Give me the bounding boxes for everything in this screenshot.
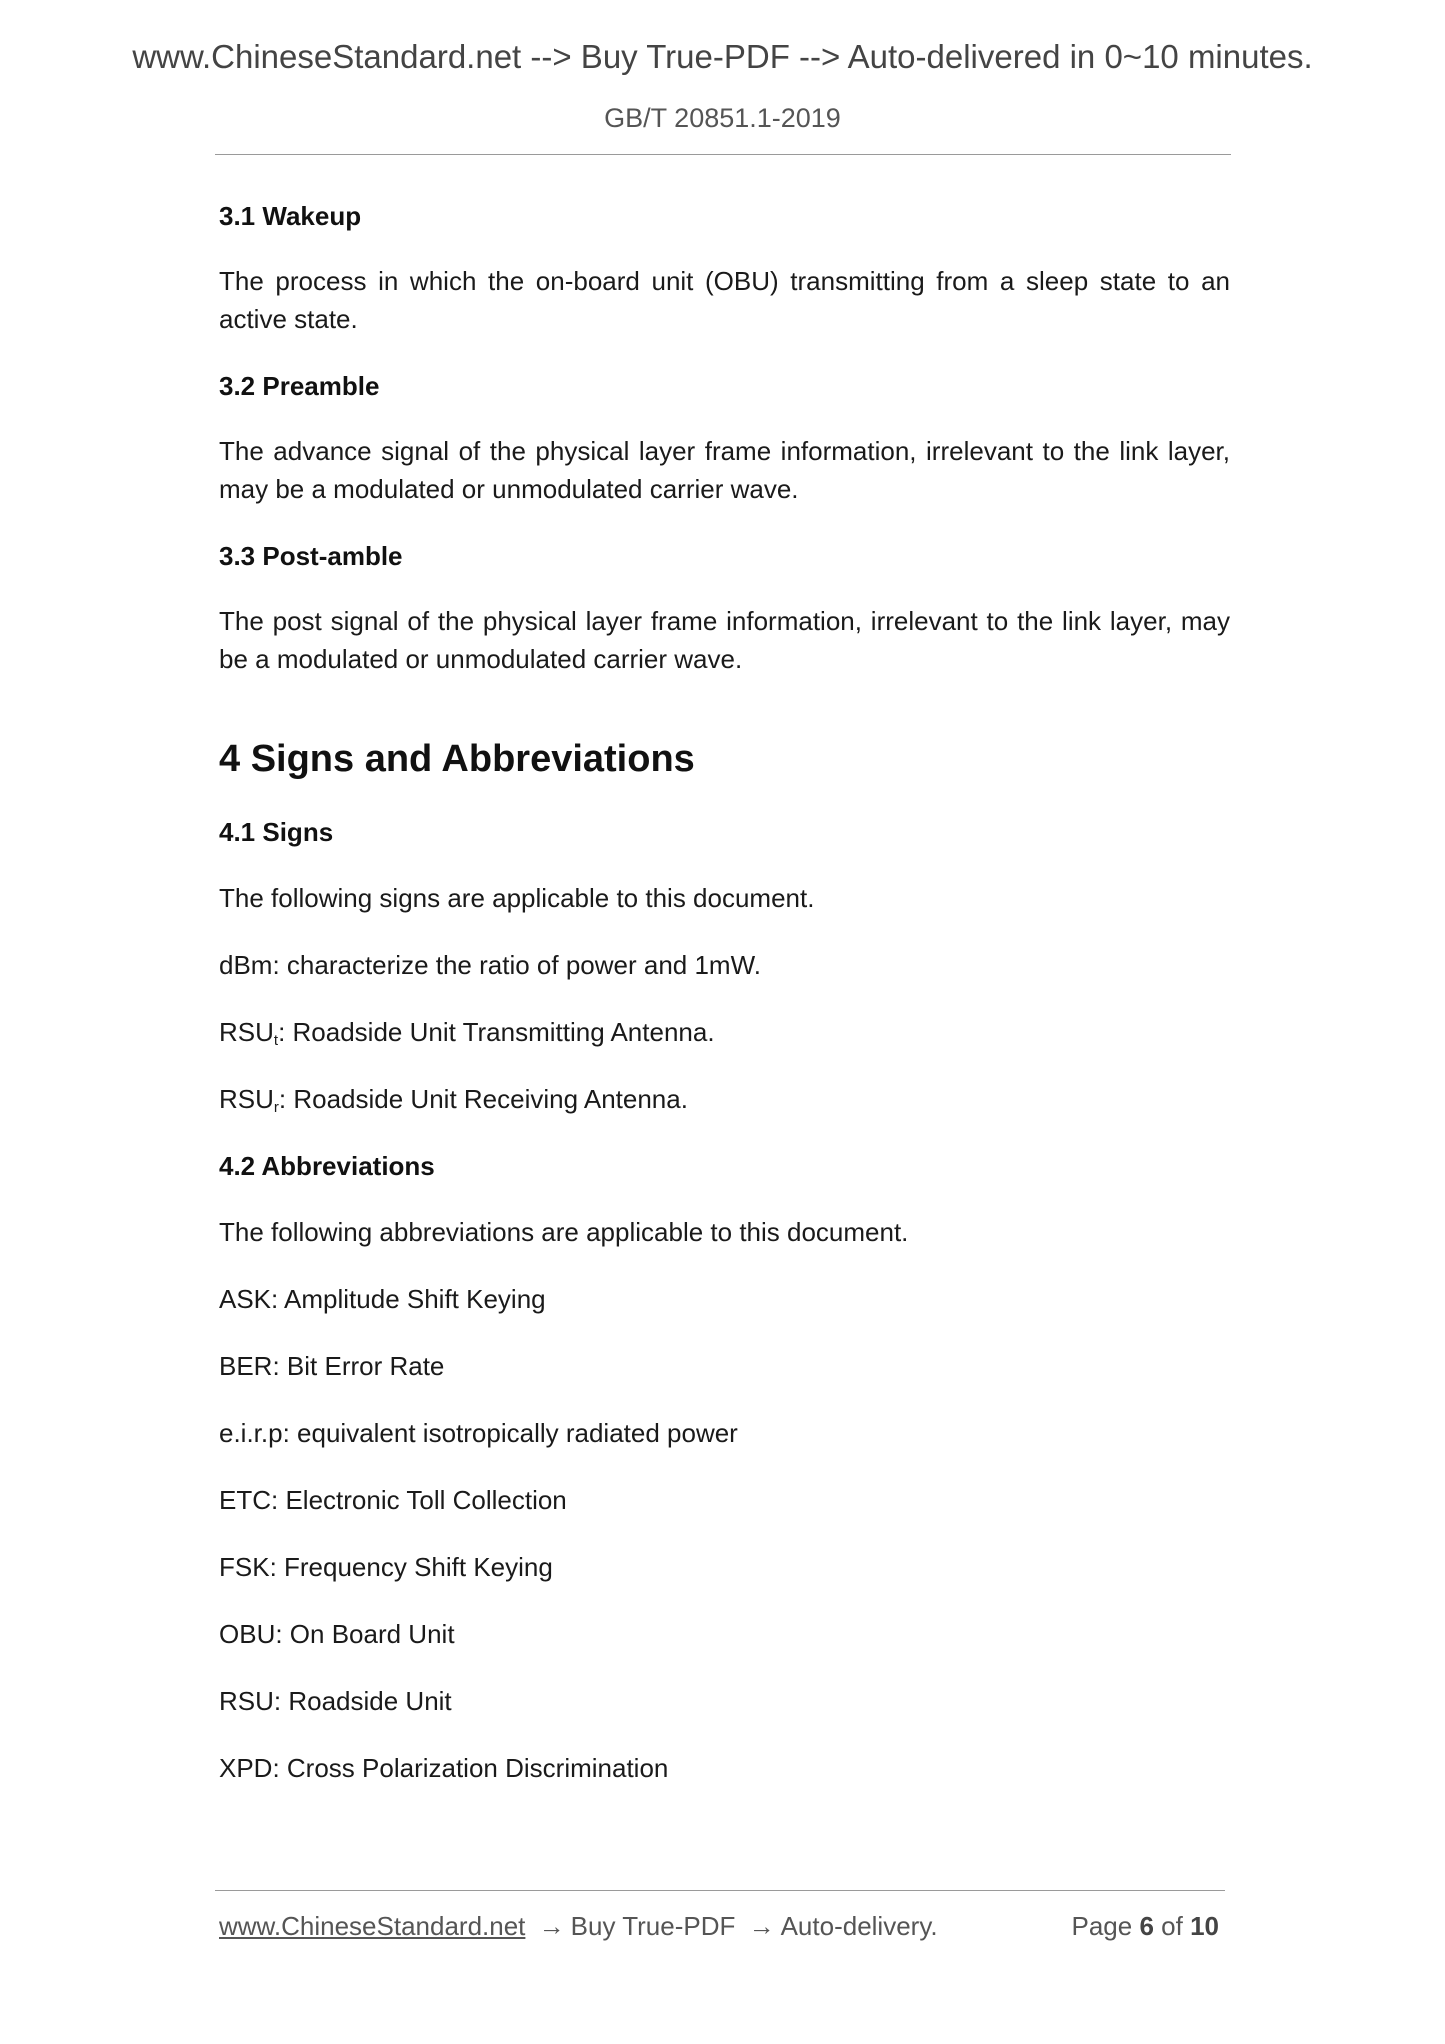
top-banner: www.ChineseStandard.net --> Buy True-PDF --> Auto-delivered in 0~10 minutes. [132,38,1313,75]
signs-intro: The following signs are applicable to this document. [219,883,815,913]
abbreviation-obu: OBU: On Board Unit [219,1619,455,1649]
paragraph-3-2: The advance signal of the physical layer frame information, irrelevant to the link layer, may be a modulated or unmodulated carrier wave. [219,436,1230,504]
sign-rsut-base: RSU [219,1017,274,1047]
footer-buy-text: Buy True-PDF [570,1911,736,1941]
sign-rsur [219,1079,1230,1119]
heading-3-1: 3.1 Wakeup [219,201,362,231]
footer-site-link[interactable]: www.ChineseStandard.net [219,1911,526,1941]
page-word: Page [1071,1911,1133,1941]
abbreviation-ber: BER: Bit Error Rate [219,1351,445,1381]
abbreviations-intro: The following abbreviations are applicable to this document. [219,1217,909,1247]
sign-rsut-subscript: t [273,1032,279,1049]
document-code: GB/T 20851.1-2019 [604,103,841,133]
abbreviation-xpd: XPD: Cross Polarization Discrimination [219,1753,669,1783]
sign-rsur-base: RSU [219,1084,274,1114]
arrow-right-icon: → [538,1911,565,1941]
heading-3-3: 3.3 Post-amble [219,541,403,571]
heading-4-1: 4.1 Signs [219,817,334,847]
arrow-right-icon: → [748,1911,775,1941]
sign-dbm: dBm: characterize the ratio of power and 1mW. [219,950,761,980]
sign-rsur-desc: : Roadside Unit Receiving Antenna. [278,1084,688,1114]
footer-divider [215,1890,1225,1891]
footer-delivery-text: Auto-delivery. [780,1911,938,1941]
abbreviation-fsk: FSK: Frequency Shift Keying [219,1552,553,1582]
paragraph-3-3: The post signal of the physical layer frame information, irrelevant to the link layer, may be a modulated or unmodulated carrier wave. [219,606,1230,674]
page-number: 6 [1139,1911,1154,1941]
page-indicator [1071,1908,1219,1944]
sign-rsut-desc: : Roadside Unit Transmitting Antenna. [278,1017,715,1047]
header-divider [215,154,1231,155]
abbreviation-eirp: e.i.r.p: equivalent isotropically radiated power [219,1418,738,1448]
abbreviation-rsu: RSU: Roadside Unit [219,1686,452,1716]
abbreviation-ask: ASK: Amplitude Shift Keying [219,1284,546,1314]
heading-3-2: 3.2 Preamble [219,371,380,401]
abbreviation-etc: ETC: Electronic Toll Collection [219,1485,567,1515]
page-footer [219,1908,1225,1944]
heading-4: 4 Signs and Abbreviations [219,738,695,780]
page-total: 10 [1190,1911,1219,1941]
paragraph-3-1: The process in which the on-board unit (OBU) transmitting from a sleep state to an active state. [219,266,1230,334]
sign-rsur-subscript: r [273,1099,279,1116]
page-content [219,196,1230,1815]
of-word: of [1161,1911,1183,1941]
heading-4-2: 4.2 Abbreviations [219,1151,435,1181]
sign-rsut [219,1012,1230,1052]
